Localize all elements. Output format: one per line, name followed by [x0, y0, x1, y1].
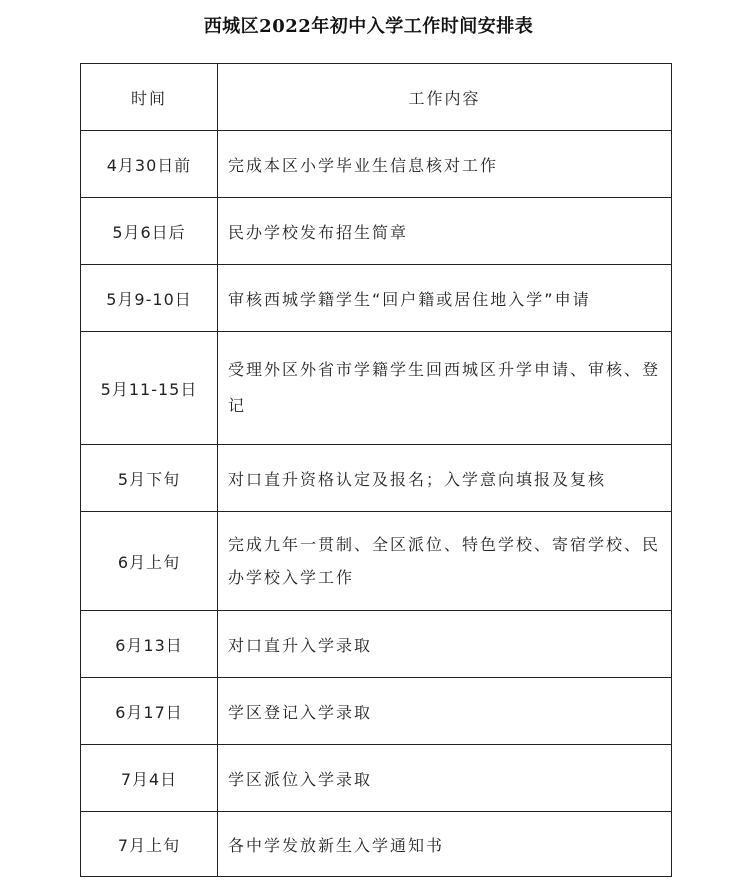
page-title: 西城区2022年初中入学工作时间安排表 [203, 16, 534, 37]
row-time: 5月6日后 [81, 198, 218, 265]
row-content: 对口直升入学录取 [218, 611, 672, 678]
row-content: 完成本区小学毕业生信息核对工作 [218, 131, 672, 198]
table-row [81, 198, 672, 265]
table-row [81, 745, 672, 812]
row-content: 各中学发放新生入学通知书 [218, 812, 672, 877]
row-content: 审核西城学籍学生“回户籍或居住地入学”申请 [218, 265, 672, 332]
table-row [81, 332, 672, 445]
row-content: 民办学校发布招生简章 [218, 198, 672, 265]
row-content: 学区派位入学录取 [218, 745, 672, 812]
row-time: 7月4日 [81, 745, 218, 812]
table-row [81, 512, 672, 611]
row-content [218, 332, 672, 445]
row-time: 5月下旬 [81, 445, 218, 512]
table-row [81, 445, 672, 512]
row-content: 对口直升资格认定及报名；入学意向填报及复核 [218, 445, 672, 512]
row-content: 学区登记入学录取 [218, 678, 672, 745]
column-header-content: 工作内容 [218, 64, 672, 131]
column-header-time: 时间 [81, 64, 218, 131]
row-time: 5月9-10日 [81, 265, 218, 332]
row-time: 5月11-15日 [81, 332, 218, 445]
table-row [81, 131, 672, 198]
table-header-row [81, 64, 672, 131]
schedule-table [80, 63, 672, 877]
row-time: 7月上旬 [81, 812, 218, 877]
row-time: 6月17日 [81, 678, 218, 745]
row-content [218, 512, 672, 611]
table-row [81, 678, 672, 745]
row-time: 6月13日 [81, 611, 218, 678]
table-row [81, 611, 672, 678]
row-content-text: 受理外区外省市学籍学生回西城区升学申请、审核、登记 [228, 360, 661, 415]
table-row [81, 265, 672, 332]
row-time: 4月30日前 [81, 131, 218, 198]
row-time: 6月上旬 [81, 512, 218, 611]
row-content-text: 完成九年一贯制、全区派位、特色学校、寄宿学校、民办学校入学工作 [228, 535, 661, 587]
table-row [81, 812, 672, 877]
